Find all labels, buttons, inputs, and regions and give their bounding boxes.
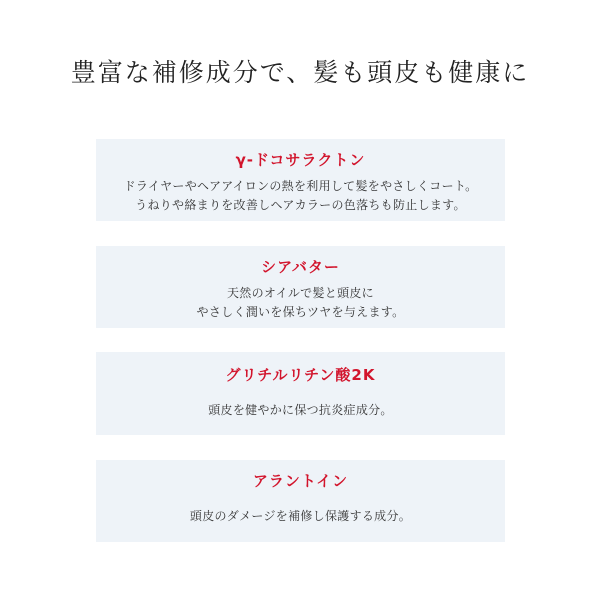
ingredient-name: シアバター <box>261 258 340 276</box>
page-title: 豊富な補修成分で、髪も頭皮も健康に <box>70 58 530 87</box>
description-line: 頭皮のダメージを補修し保護する成分。 <box>189 509 412 523</box>
ingredient-description <box>96 507 505 526</box>
ingredient-name: アラントイン <box>252 472 349 490</box>
ingredient-description <box>96 401 505 420</box>
ingredient-name: γ-ドコサラクトン <box>235 151 366 169</box>
ingredient-card-allantoin <box>96 460 505 542</box>
description-line: 天然のオイルで髪と頭皮に <box>226 286 374 300</box>
ingredient-card-gamma-docosalactone <box>96 139 505 221</box>
ingredient-card-dipotassium-glycyrrhizinate <box>96 352 505 435</box>
description-line: 頭皮を健やかに保つ抗炎症成分。 <box>208 403 393 417</box>
ingredient-description <box>96 284 505 322</box>
description-line: うねりや絡まりを改善しヘアカラーの色落ちも防止します。 <box>135 198 466 212</box>
ingredient-description <box>96 177 505 215</box>
ingredient-card-shea-butter <box>96 246 505 328</box>
ingredient-name: グリチルリチン酸2K <box>225 366 376 384</box>
description-line: ドライヤーやヘアアイロンの熱を利用して髪をやさしくコート。 <box>123 179 478 193</box>
description-line: やさしく潤いを保ちツヤを与えます。 <box>196 305 405 319</box>
